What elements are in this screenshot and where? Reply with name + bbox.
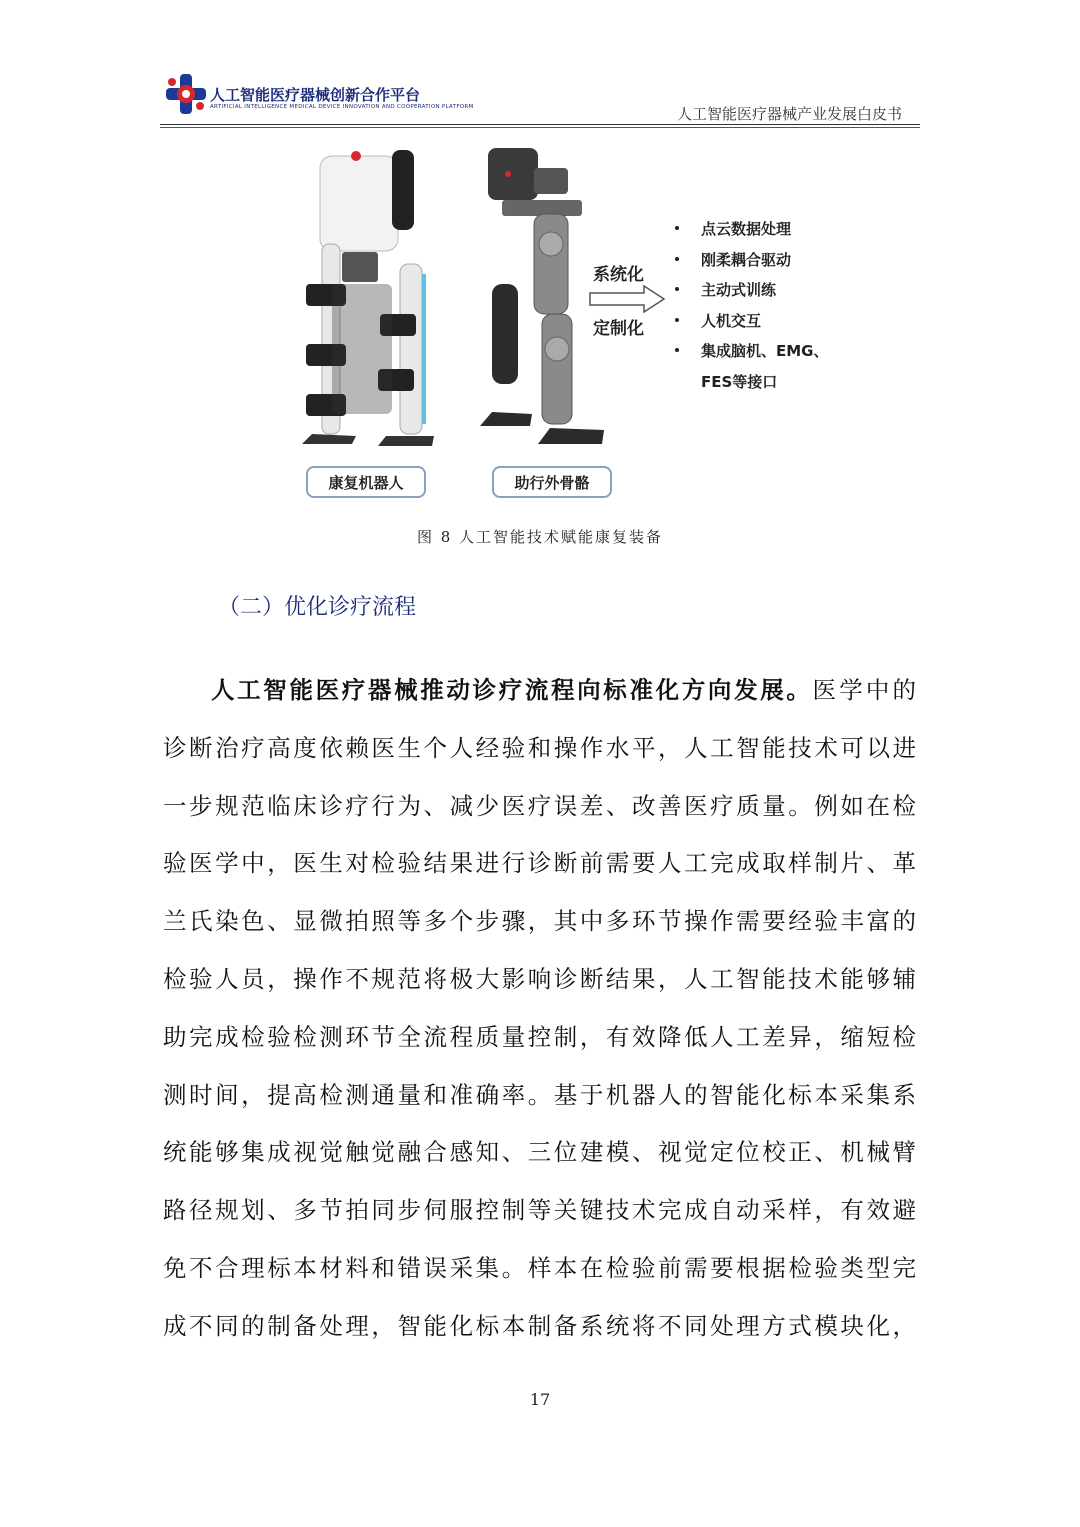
section-title: （二）优化诊疗流程	[218, 595, 417, 620]
exoskeleton-label: 助行外骨骼	[492, 466, 612, 498]
paragraph-line: 兰氏染色、显微拍照等多个步骤，其中多环节操作需要经验丰富的	[163, 907, 917, 936]
paragraph-line: 成不同的制备处理，智能化标本制备系统将不同处理方式模块化，	[163, 1311, 917, 1340]
list-item: 点云数据处理	[675, 218, 875, 249]
arrow-label-customized: 定制化	[593, 319, 644, 339]
list-item-continuation: FES等接口	[701, 372, 778, 391]
platform-logo-icon	[160, 72, 212, 116]
bullet-icon	[675, 257, 679, 261]
org-subtitle: ARTIFICIAL INTELLIGENCE MEDICAL DEVICE INNOVATION AND COOPERATION PLATFORM	[210, 104, 474, 110]
paragraph-line: 一步规范临床诊疗行为、减少医疗误差、改善医疗质量。例如在检	[163, 791, 917, 820]
right-arrow-icon	[588, 284, 668, 314]
feature-list	[675, 218, 875, 401]
lead-sentence: 人工智能医疗器械推动诊疗流程向标准化方向发展。	[211, 676, 813, 704]
rehab-equipment-figure	[282, 138, 829, 508]
page-header	[160, 72, 920, 128]
paragraph-line: 统能够集成视觉触觉融合感知、三位建模、视觉定位校正、机械臂	[163, 1138, 917, 1167]
paragraph-line: 路径规划、多节拍同步伺服控制等关键技术完成自动采样，有效避	[163, 1196, 917, 1225]
header-divider-thin	[160, 127, 920, 128]
list-item: 刚柔耦合驱动	[675, 249, 875, 280]
list-item: 人机交互	[675, 310, 875, 341]
paragraph-line: 检验人员，操作不规范将极大影响诊断结果，人工智能技术能够辅	[163, 964, 917, 993]
paragraph-line: 免不合理标本材料和错误采集。样本在检验前需要根据检验类型完	[163, 1253, 917, 1282]
document-title: 人工智能医疗器械产业发展白皮书	[676, 105, 902, 123]
figure-caption: 图 8 人工智能技术赋能康复装备	[416, 528, 664, 546]
paragraph-line: 诊断治疗高度依赖医生个人经验和操作水平，人工智能技术可以进	[163, 733, 917, 762]
org-name: 人工智能医疗器械创新合作平台	[210, 86, 421, 104]
paragraph-line: 验医学中，医生对检验结果进行诊断前需要人工完成取样制片、革	[163, 849, 917, 878]
rehab-robot-label: 康复机器人	[306, 466, 426, 498]
header-divider	[160, 124, 920, 125]
paragraph-line: 测时间，提高检测通量和准确率。基于机器人的智能化标本采集系	[163, 1080, 917, 1109]
bullet-icon	[675, 226, 679, 230]
paragraph-line: 助完成检验检测环节全流程质量控制，有效降低人工差异，缩短检	[163, 1022, 917, 1051]
rehab-robot-image	[282, 144, 452, 462]
arrow-label-systematic: 系统化	[593, 265, 644, 285]
bullet-icon	[675, 287, 679, 291]
body-paragraph	[163, 662, 917, 1356]
list-item: 集成脑机、EMG、	[675, 340, 875, 371]
paragraph-line: 人工智能医疗器械推动诊疗流程向标准化方向发展。医学中的	[211, 676, 918, 704]
list-item: 主动式训练	[675, 279, 875, 310]
bullet-icon	[675, 348, 679, 352]
bullet-icon	[675, 318, 679, 322]
page-number: 17	[529, 1390, 551, 1409]
